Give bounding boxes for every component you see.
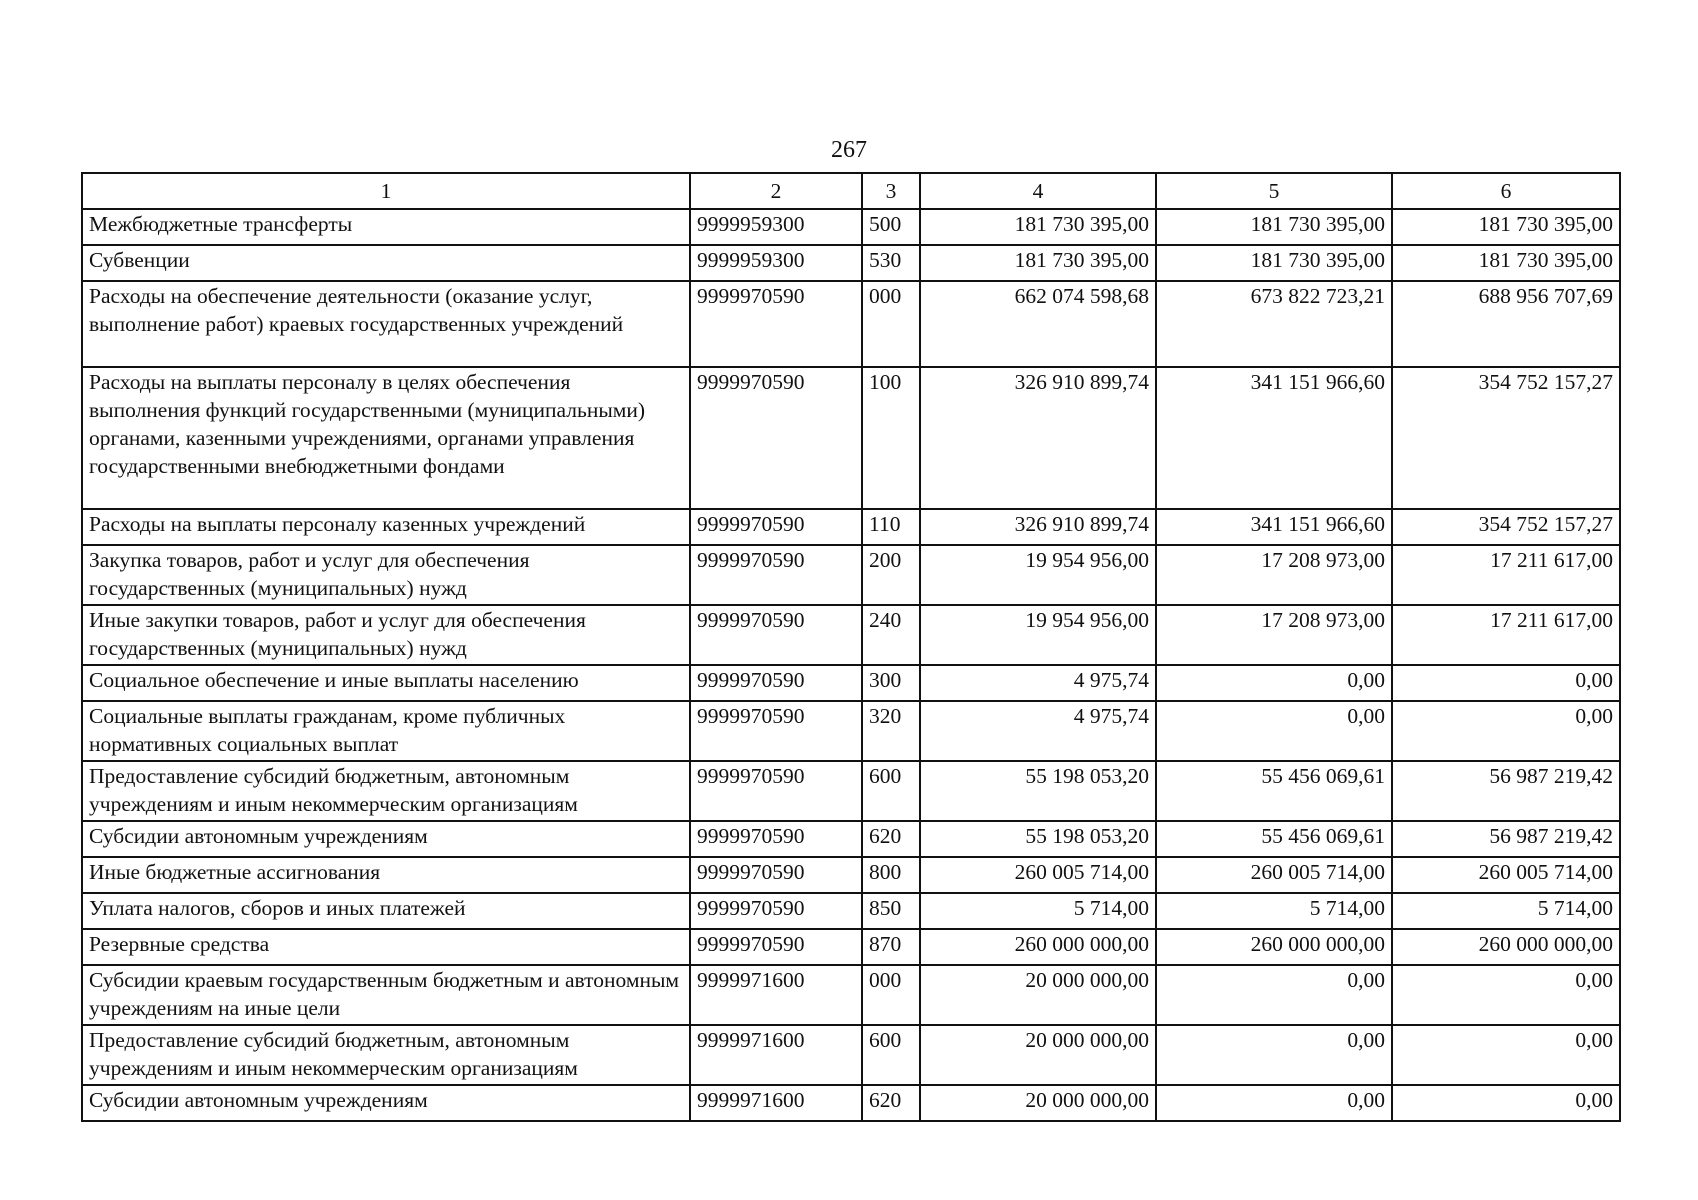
row-amount-5: 341 151 966,60 xyxy=(1156,367,1392,509)
header-row xyxy=(82,173,1620,209)
row-name: Расходы на выплаты персоналу казенных учреждений xyxy=(82,509,690,545)
row-code: 9999970590 xyxy=(690,893,862,929)
row-name: Социальное обеспечение и иные выплаты населению xyxy=(82,665,690,701)
row-name: Резервные средства xyxy=(82,929,690,965)
row-amount-6: 0,00 xyxy=(1392,1085,1620,1121)
header-cell-4: 4 xyxy=(920,173,1156,209)
row-amount-5: 673 822 723,21 xyxy=(1156,281,1392,367)
row-code: 9999971600 xyxy=(690,1025,862,1085)
row-amount-6: 354 752 157,27 xyxy=(1392,509,1620,545)
row-expense-type: 620 xyxy=(862,821,920,857)
row-name: Предоставление субсидий бюджетным, автономным учреждениям и иным некоммерческим организациям xyxy=(82,1025,690,1085)
row-amount-4: 5 714,00 xyxy=(920,893,1156,929)
row-name: Расходы на выплаты персоналу в целях обеспечения выполнения функций государственными (муниципальными) органами, казенными учреждениями, органами управления государственными внебюджетными фондами xyxy=(82,367,690,509)
row-expense-type: 240 xyxy=(862,605,920,665)
row-code: 9999971600 xyxy=(690,1085,862,1121)
row-code: 9999970590 xyxy=(690,821,862,857)
row-expense-type: 200 xyxy=(862,545,920,605)
table-row xyxy=(82,545,1620,605)
row-amount-4: 181 730 395,00 xyxy=(920,209,1156,245)
table-row xyxy=(82,761,1620,821)
row-expense-type: 530 xyxy=(862,245,920,281)
row-name: Уплата налогов, сборов и иных платежей xyxy=(82,893,690,929)
row-expense-type: 850 xyxy=(862,893,920,929)
row-expense-type: 500 xyxy=(862,209,920,245)
table-row xyxy=(82,1025,1620,1085)
row-name: Предоставление субсидий бюджетным, автономным учреждениям и иным некоммерческим организациям xyxy=(82,761,690,821)
table-row xyxy=(82,665,1620,701)
row-amount-5: 0,00 xyxy=(1156,1025,1392,1085)
table-row xyxy=(82,509,1620,545)
row-amount-4: 19 954 956,00 xyxy=(920,605,1156,665)
row-expense-type: 620 xyxy=(862,1085,920,1121)
row-code: 9999970590 xyxy=(690,545,862,605)
budget-table xyxy=(81,172,1621,1122)
row-amount-4: 4 975,74 xyxy=(920,665,1156,701)
row-expense-type: 600 xyxy=(862,761,920,821)
row-amount-4: 662 074 598,68 xyxy=(920,281,1156,367)
row-amount-6: 354 752 157,27 xyxy=(1392,367,1620,509)
row-code: 9999959300 xyxy=(690,245,862,281)
row-name: Субсидии краевым государственным бюджетным и автономным учреждениям на иные цели xyxy=(82,965,690,1025)
header-cell-2: 2 xyxy=(690,173,862,209)
row-name: Межбюджетные трансферты xyxy=(82,209,690,245)
row-amount-4: 20 000 000,00 xyxy=(920,1085,1156,1121)
row-amount-6: 0,00 xyxy=(1392,965,1620,1025)
table-row xyxy=(82,281,1620,367)
row-expense-type: 000 xyxy=(862,965,920,1025)
row-amount-5: 0,00 xyxy=(1156,1085,1392,1121)
row-expense-type: 800 xyxy=(862,857,920,893)
row-amount-6: 0,00 xyxy=(1392,701,1620,761)
row-amount-4: 55 198 053,20 xyxy=(920,821,1156,857)
row-code: 9999970590 xyxy=(690,367,862,509)
table-row xyxy=(82,245,1620,281)
row-amount-4: 181 730 395,00 xyxy=(920,245,1156,281)
row-name: Иные закупки товаров, работ и услуг для обеспечения государственных (муниципальных) нужд xyxy=(82,605,690,665)
row-amount-5: 55 456 069,61 xyxy=(1156,761,1392,821)
row-code: 9999970590 xyxy=(690,509,862,545)
table-row xyxy=(82,821,1620,857)
row-name: Субсидии автономным учреждениям xyxy=(82,821,690,857)
row-amount-6: 688 956 707,69 xyxy=(1392,281,1620,367)
row-amount-4: 20 000 000,00 xyxy=(920,1025,1156,1085)
row-code: 9999970590 xyxy=(690,857,862,893)
header-cell-1: 1 xyxy=(82,173,690,209)
row-amount-5: 17 208 973,00 xyxy=(1156,605,1392,665)
row-amount-5: 5 714,00 xyxy=(1156,893,1392,929)
row-expense-type: 600 xyxy=(862,1025,920,1085)
row-amount-6: 260 005 714,00 xyxy=(1392,857,1620,893)
row-name: Закупка товаров, работ и услуг для обеспечения государственных (муниципальных) нужд xyxy=(82,545,690,605)
table-row xyxy=(82,893,1620,929)
row-expense-type: 110 xyxy=(862,509,920,545)
row-amount-5: 55 456 069,61 xyxy=(1156,821,1392,857)
row-amount-4: 260 000 000,00 xyxy=(920,929,1156,965)
header-cell-6: 6 xyxy=(1392,173,1620,209)
row-code: 9999970590 xyxy=(690,605,862,665)
row-name: Социальные выплаты гражданам, кроме публичных нормативных социальных выплат xyxy=(82,701,690,761)
row-amount-5: 181 730 395,00 xyxy=(1156,209,1392,245)
table-row xyxy=(82,965,1620,1025)
row-code: 9999970590 xyxy=(690,281,862,367)
row-code: 9999971600 xyxy=(690,965,862,1025)
row-code: 9999970590 xyxy=(690,929,862,965)
row-amount-6: 181 730 395,00 xyxy=(1392,209,1620,245)
row-amount-6: 56 987 219,42 xyxy=(1392,761,1620,821)
table-row xyxy=(82,367,1620,509)
row-amount-6: 17 211 617,00 xyxy=(1392,545,1620,605)
table-row xyxy=(82,209,1620,245)
row-amount-6: 5 714,00 xyxy=(1392,893,1620,929)
row-amount-4: 4 975,74 xyxy=(920,701,1156,761)
row-name: Субсидии автономным учреждениям xyxy=(82,1085,690,1121)
table-row xyxy=(82,1085,1620,1121)
row-amount-4: 55 198 053,20 xyxy=(920,761,1156,821)
row-amount-6: 181 730 395,00 xyxy=(1392,245,1620,281)
table-row xyxy=(82,605,1620,665)
row-amount-4: 19 954 956,00 xyxy=(920,545,1156,605)
row-amount-5: 0,00 xyxy=(1156,701,1392,761)
row-amount-6: 0,00 xyxy=(1392,665,1620,701)
row-amount-6: 56 987 219,42 xyxy=(1392,821,1620,857)
row-code: 9999959300 xyxy=(690,209,862,245)
row-name: Субвенции xyxy=(82,245,690,281)
header-cell-3: 3 xyxy=(862,173,920,209)
row-expense-type: 320 xyxy=(862,701,920,761)
row-amount-6: 0,00 xyxy=(1392,1025,1620,1085)
row-amount-6: 260 000 000,00 xyxy=(1392,929,1620,965)
row-expense-type: 300 xyxy=(862,665,920,701)
row-code: 9999970590 xyxy=(690,665,862,701)
table-row xyxy=(82,701,1620,761)
row-amount-5: 341 151 966,60 xyxy=(1156,509,1392,545)
row-expense-type: 100 xyxy=(862,367,920,509)
row-amount-4: 260 005 714,00 xyxy=(920,857,1156,893)
row-amount-5: 181 730 395,00 xyxy=(1156,245,1392,281)
page-number: 267 xyxy=(831,137,867,163)
row-name: Расходы на обеспечение деятельности (оказание услуг, выполнение работ) краевых государственных учреждений xyxy=(82,281,690,367)
row-amount-6: 17 211 617,00 xyxy=(1392,605,1620,665)
row-amount-4: 20 000 000,00 xyxy=(920,965,1156,1025)
row-amount-4: 326 910 899,74 xyxy=(920,509,1156,545)
header-cell-5: 5 xyxy=(1156,173,1392,209)
row-amount-5: 0,00 xyxy=(1156,965,1392,1025)
row-amount-4: 326 910 899,74 xyxy=(920,367,1156,509)
row-code: 9999970590 xyxy=(690,701,862,761)
row-amount-5: 0,00 xyxy=(1156,665,1392,701)
row-name: Иные бюджетные ассигнования xyxy=(82,857,690,893)
row-amount-5: 260 000 000,00 xyxy=(1156,929,1392,965)
table-row xyxy=(82,857,1620,893)
table-row xyxy=(82,929,1620,965)
row-amount-5: 17 208 973,00 xyxy=(1156,545,1392,605)
row-amount-5: 260 005 714,00 xyxy=(1156,857,1392,893)
row-expense-type: 870 xyxy=(862,929,920,965)
row-code: 9999970590 xyxy=(690,761,862,821)
row-expense-type: 000 xyxy=(862,281,920,367)
